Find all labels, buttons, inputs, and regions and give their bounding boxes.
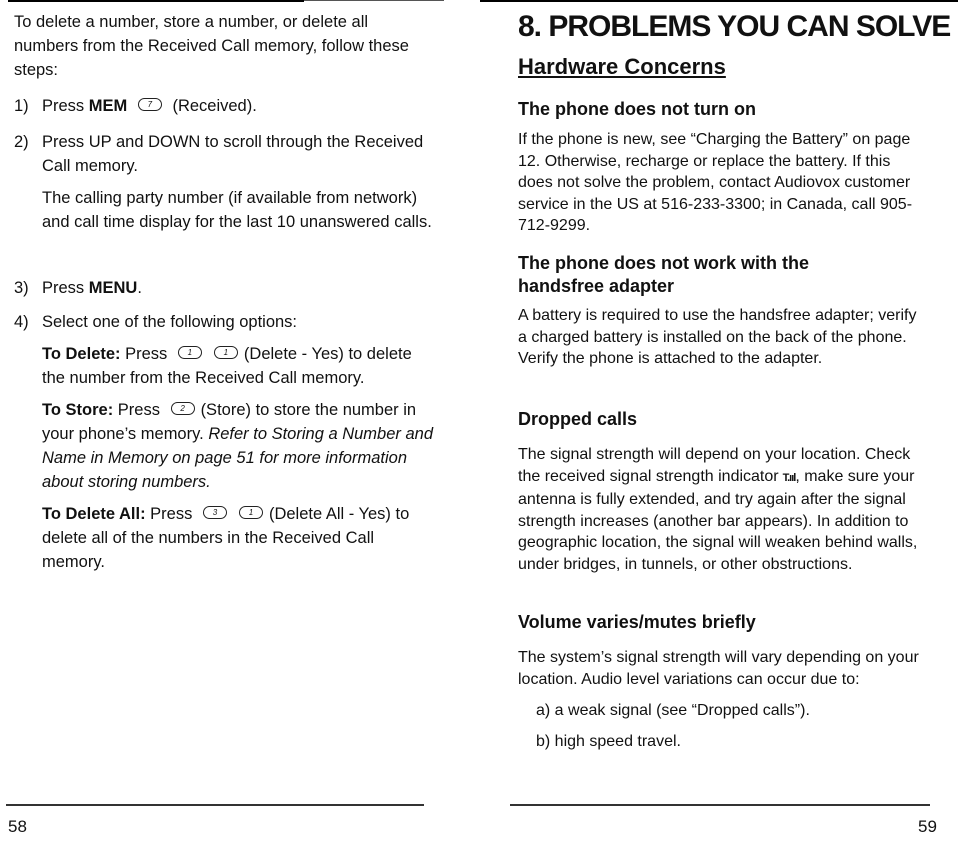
bottom-rule xyxy=(510,804,930,806)
section-title: Hardware Concerns xyxy=(518,54,726,79)
option-text: Press xyxy=(120,345,168,363)
topic-heading: Volume varies/mutes briefly xyxy=(518,612,756,632)
option-label: To Store: xyxy=(42,401,114,419)
step-number: 1) xyxy=(14,97,29,115)
step-text: Press xyxy=(42,97,89,115)
topic-dropped-calls xyxy=(518,408,928,575)
keypad-1-icon: 1 xyxy=(178,346,202,359)
option-label: To Delete All: xyxy=(42,505,146,523)
top-rule xyxy=(480,0,958,2)
step-1 xyxy=(14,94,434,118)
topic-text: , make sure your antenna is fully extended, and try again after the signal strength increases (another bar appears). In addition to geographic location, the signal will weaken behind walls, under bridges, in tunnels, or other obstructions. xyxy=(518,467,918,573)
topic-heading: The phone does not work with the handsfree adapter xyxy=(518,253,809,296)
cross-reference: Refer to Storing a Number and Name in Memory on page 51 for more information about storing numbers. xyxy=(42,425,434,491)
step-text: Press xyxy=(42,279,89,297)
step-text: Select one of the following options: xyxy=(42,313,298,331)
page-number: 59 xyxy=(918,817,937,836)
signal-strength-icon: T.ııl xyxy=(782,471,796,484)
option-text: Press xyxy=(113,401,160,419)
option-text: (Store) to store the number in your phone’s memory. xyxy=(42,401,417,443)
topic-text: The signal strength will depend on your location. Check the received signal strength indicator xyxy=(518,446,911,485)
step-4 xyxy=(14,310,434,574)
chapter-title: 8. PROBLEMS YOU CAN SOLVE xyxy=(518,10,951,43)
topic-body xyxy=(518,444,928,575)
page-number: 58 xyxy=(8,817,27,836)
top-rule xyxy=(8,0,304,2)
keypad-3-icon: 3 xyxy=(203,506,227,519)
keypad-1-icon: 1 xyxy=(214,346,238,359)
keypad-2-icon: 2 xyxy=(171,402,195,415)
option-delete xyxy=(42,342,434,390)
topic-body: A battery is required to use the handsfree adapter; verify a charged battery is installed on the back of the phone. Verify the phone is attached to the adapter. xyxy=(518,307,917,367)
step-2 xyxy=(14,130,434,234)
option-text: (Delete All - Yes) to delete all of the numbers in the Received Call memory. xyxy=(42,505,410,571)
topic-phone-not-on xyxy=(518,98,928,237)
option-label: To Delete: xyxy=(42,345,121,363)
option-text: Press xyxy=(145,505,193,523)
topic-body: The system’s signal strength will vary depending on your location. Audio level variations can occur due to: xyxy=(518,649,919,688)
step-number: 4) xyxy=(14,313,29,331)
list-item: a) a weak signal (see “Dropped calls”). xyxy=(536,702,810,719)
option-store xyxy=(42,398,434,494)
list-item: b) high speed travel. xyxy=(536,733,681,750)
topic-volume xyxy=(518,611,928,752)
option-delete-all xyxy=(42,502,434,574)
intro-paragraph: To delete a number, store a number, or delete all numbers from the Received Call memory, follow these steps: xyxy=(14,13,409,79)
cause-list xyxy=(536,700,928,752)
step-text: . xyxy=(137,279,142,297)
step-number: 3) xyxy=(14,279,29,297)
menu-key-label: MENU xyxy=(88,279,138,297)
topic-handsfree xyxy=(518,252,928,370)
top-rule-thin xyxy=(304,0,444,1)
right-page xyxy=(480,0,958,841)
keypad-1-icon: 1 xyxy=(239,506,263,519)
topic-heading: Dropped calls xyxy=(518,409,638,429)
topic-heading: The phone does not turn on xyxy=(518,99,756,119)
option-text: (Delete - Yes) to delete the number from the Received Call memory. xyxy=(42,345,412,387)
step-text: Press UP and DOWN to scroll through the Received Call memory. xyxy=(42,133,424,175)
bottom-rule xyxy=(6,804,424,806)
step-note: The calling party number (if available from network) and call time display for the last 10 unanswered calls. xyxy=(42,189,432,231)
mem-key-label: MEM xyxy=(88,97,128,115)
step-text: (Received). xyxy=(167,97,257,115)
step-number: 2) xyxy=(14,133,29,151)
step-3 xyxy=(14,276,434,300)
topic-body: If the phone is new, see “Charging the Battery” on page 12. Otherwise, recharge or replace the battery. If this does not solve the problem, contact Audiovox customer service in the US at 516-233-3300; in Canada, call 905-712-9299. xyxy=(518,131,913,234)
keypad-7-icon: 7 xyxy=(138,98,162,111)
